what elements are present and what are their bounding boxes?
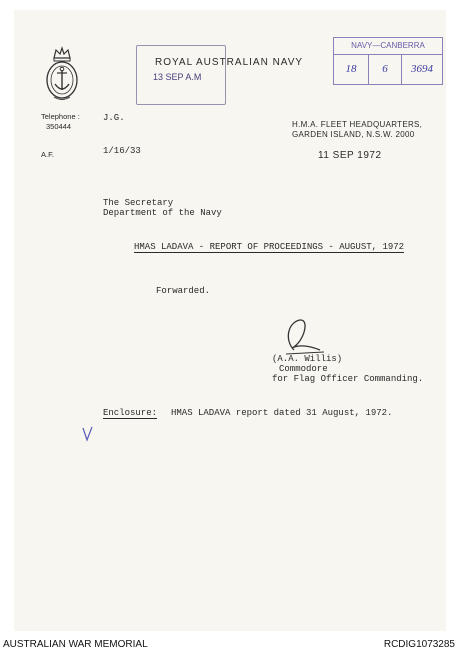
signatory-rank: Commodore xyxy=(279,364,328,374)
check-mark-icon xyxy=(82,426,94,442)
received-stamp-date: 13 SEP A.M xyxy=(153,72,202,82)
registry-cell-3: 3694 xyxy=(411,63,433,75)
registry-cell-2: 6 xyxy=(382,63,388,75)
addressee-line-2: Department of the Navy xyxy=(103,208,222,218)
registry-stamp-header: NAVY—CANBERRA xyxy=(334,38,442,55)
body-text: Forwarded. xyxy=(156,286,211,296)
enclosure-text: HMAS LADAVA report dated 31 August, 1972. xyxy=(171,408,393,418)
addressee-line-1: The Secretary xyxy=(103,198,174,208)
office-line-2: GARDEN ISLAND, N.S.W. 2000 xyxy=(292,130,415,139)
enclosure-label: Enclosure: xyxy=(103,408,158,418)
subject-line: HMAS LADAVA - REPORT OF PROCEEDINGS - AUGUST, 1972 xyxy=(134,242,405,252)
file-number: 1/16/33 xyxy=(103,146,141,156)
initials: J.G. xyxy=(103,113,125,123)
signatory-name: (A.A. Willis) xyxy=(272,354,343,364)
footer-archive-name: AUSTRALIAN WAR MEMORIAL xyxy=(3,639,148,650)
telephone-label: Telephone : xyxy=(41,112,80,121)
letterhead-title: ROYAL AUSTRALIAN NAVY xyxy=(155,57,304,68)
registry-cell-1: 18 xyxy=(345,63,357,75)
office-line-1: H.M.A. FLEET HEADQUARTERS, xyxy=(292,120,423,129)
registry-stamp xyxy=(333,37,443,85)
telephone-number: 350444 xyxy=(46,122,72,131)
signature-mark xyxy=(280,316,328,358)
af-reference: A.F. xyxy=(41,150,54,159)
footer-record-id: RCDIG1073285 xyxy=(383,639,455,650)
navy-crest-icon xyxy=(42,44,82,104)
letter-date: 11 SEP 1972 xyxy=(318,150,382,161)
received-stamp xyxy=(136,45,226,105)
signatory-capacity: for Flag Officer Commanding. xyxy=(272,374,424,384)
